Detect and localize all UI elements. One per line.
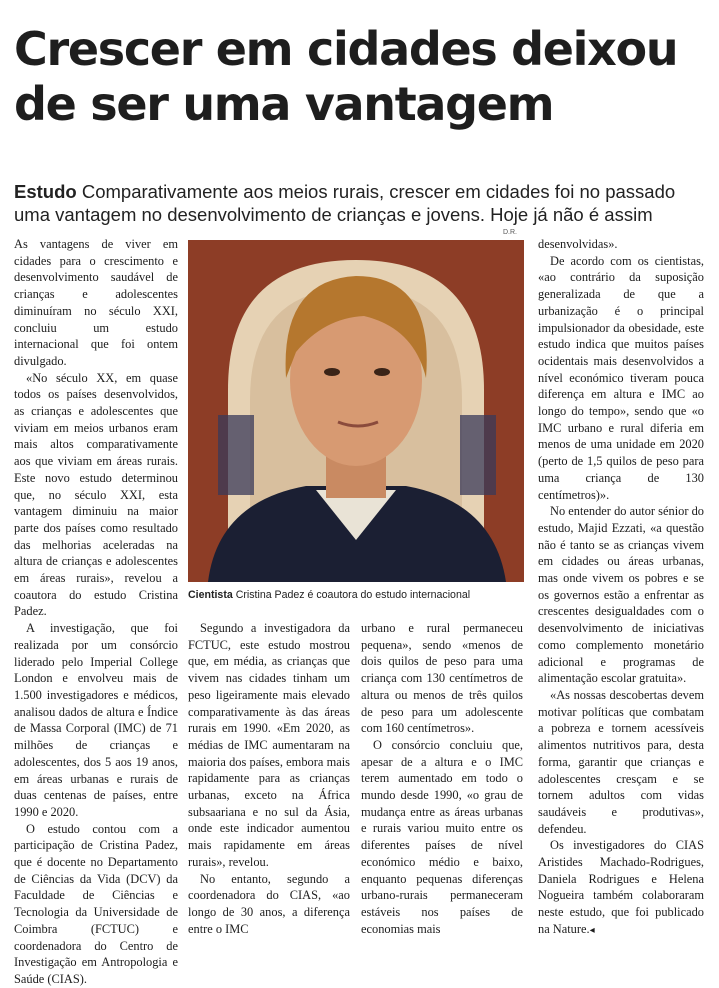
paragraph: As vantagens de viver em cidades para o crescimento e desenvolvimento saudável de crianças e adolescentes diminuíram no século XXI, concluiu um estudo internacional que foi ontem divulgado. [14,237,178,368]
paragraph-text: Os investigadores do CIAS Aristides Machado-Rodrigues, Daniela Rodrigues e Helena Nogueira também colaboraram neste estudo, que foi publicado na Nature. [538,838,704,936]
paragraph: O estudo contou com a participação de Cristina Padez, que é docente no Departamento de Ciências da Vida (DCV) da Faculdade de Ciências e Tecnologia da Universidade de Coimbra (FCTUC) e coordenadora do Centro de Investigação em Antropologia e Saúde (CIAS). [14,821,178,986]
headline-line-1: Crescer em cidades deixou [14,22,678,76]
paragraph: No entanto, segundo a coordenadora do CIAS, «ao longo de 30 anos, a diferença entre o IMC [188,871,350,936]
portrait-photo [188,240,524,582]
article-column-3 [361,620,523,937]
headline-line-2: de ser uma vantagem [14,77,554,131]
article-column-2 [188,620,350,937]
paragraph: De acordo com os cientistas, «ao contrário da suposição generalizada de que a urbanização é o principal impulsionador da obesidade, este estudo indica que muitos países ocidentais mais desenvolvidos a nível económico tiveram pouca diferença em altura e IMC ao longo do tempo», sendo que «o IMC urbano e rural diferia em menos de uma unidade em 2020 (perto de 1,5 quilos de peso para uma criança de 130 centímetros)». [538,253,704,502]
photo-tile-left [218,415,254,495]
paragraph: desenvolvidas». [538,237,618,251]
caption-label: Cientista [188,589,233,601]
photo-tile-right [460,415,496,495]
paragraph: Segundo a investigadora da FCTUC, este estudo mostrou que, em média, as crianças que vivem nas cidades tinham um peso ligeiramente mais elevado comparativamente às das áreas rurais em 1990. «Em 2020, as médias de IMC aumentaram na maioria dos países, embora mais rapidamente para as crianças urbanas, exceto na África subsaariana e no sul da Ásia, onde este indicador aumentou mais rapidamente em áreas rurais», revelou. [188,621,350,869]
photo-caption [188,589,528,601]
photo-credit: D.R. [503,229,517,236]
paragraph: «No século XX, em quase todos os países desenvolvidos, as crianças e adolescentes que viviam em meios urbanos eram mais altos comparativamente aos que viviam em áreas rurais. Este novo estudo determinou que, no século XXI, esta vantagem diminuiu na maior parte dos países como resultado das melhorias aceleradas na altura de crianças e adolescentes em áreas rurais», revelou a coautora do estudo Cristina Padez. [14,370,178,619]
article-column-4 [538,236,704,940]
caption-text: Cristina Padez é coautora do estudo internacional [235,589,471,601]
paragraph: urbano e rural permaneceu pequena», sendo «menos de dois quilos de peso para uma criança com 130 centímetros de altura ou menos de três quilos de peso para um adolescente com 160 centímetros». [361,621,523,736]
paragraph: No entender do autor sénior do estudo, Majid Ezzati, «a questão não é tanto se as crianças vivem em cidades ou áreas urbanas, mas onde vivem os pobres e se os governos estão a enfrentar as crescentes desigualdades com o desenvolvimento de iniciativas como complemento monetário adicional e programas de alimentação escolar gratuita». [538,504,704,686]
portrait-illustration [188,240,524,582]
deck-kicker: Estudo [14,181,77,202]
paragraph: «As nossas descobertas devem motivar políticas que combatam a pobreza e tornem acessíveis alimentos nutritivos para, desta forma, garantir que crianças e adolescentes cresçam e se tornem adultos com vidas saudáveis e produtivas», defendeu. [538,687,704,836]
end-of-article-icon: ◂ [589,924,595,936]
deck-text: Comparativamente aos meios rurais, crescer em cidades foi no passado uma vantagem no desenvolvimento de crianças e jovens. Hoje já não é assim [14,181,676,225]
paragraph: O consórcio concluiu que, apesar de a altura e o IMC terem aumentado em todo o mundo desde 1990, «o grau de mudança entre as áreas urbanas e rurais variou muito entre os diferentes países de nível económico médio e baixo, enquanto pequenas diferenças urbano-rurais permaneceram estáveis nos países de economias mais [361,737,523,936]
deck [14,180,709,226]
paragraph: A investigação, que foi realizada por um consórcio liderado pelo Imperial College London e envolveu mais de 1.500 investigadores e médicos, analisou dados de altura e Índice de Massa Corporal (IMC) de 71 milhões de crianças e adolescentes, dos 5 aos 19 anos, em áreas urbanas e rurais de duas centenas de países, entre 1990 e 2020. [14,621,178,819]
article-column-1 [14,236,178,988]
paragraph [538,837,704,939]
headline [14,22,709,132]
photo-eye-right [374,368,390,376]
photo-eye-left [324,368,340,376]
